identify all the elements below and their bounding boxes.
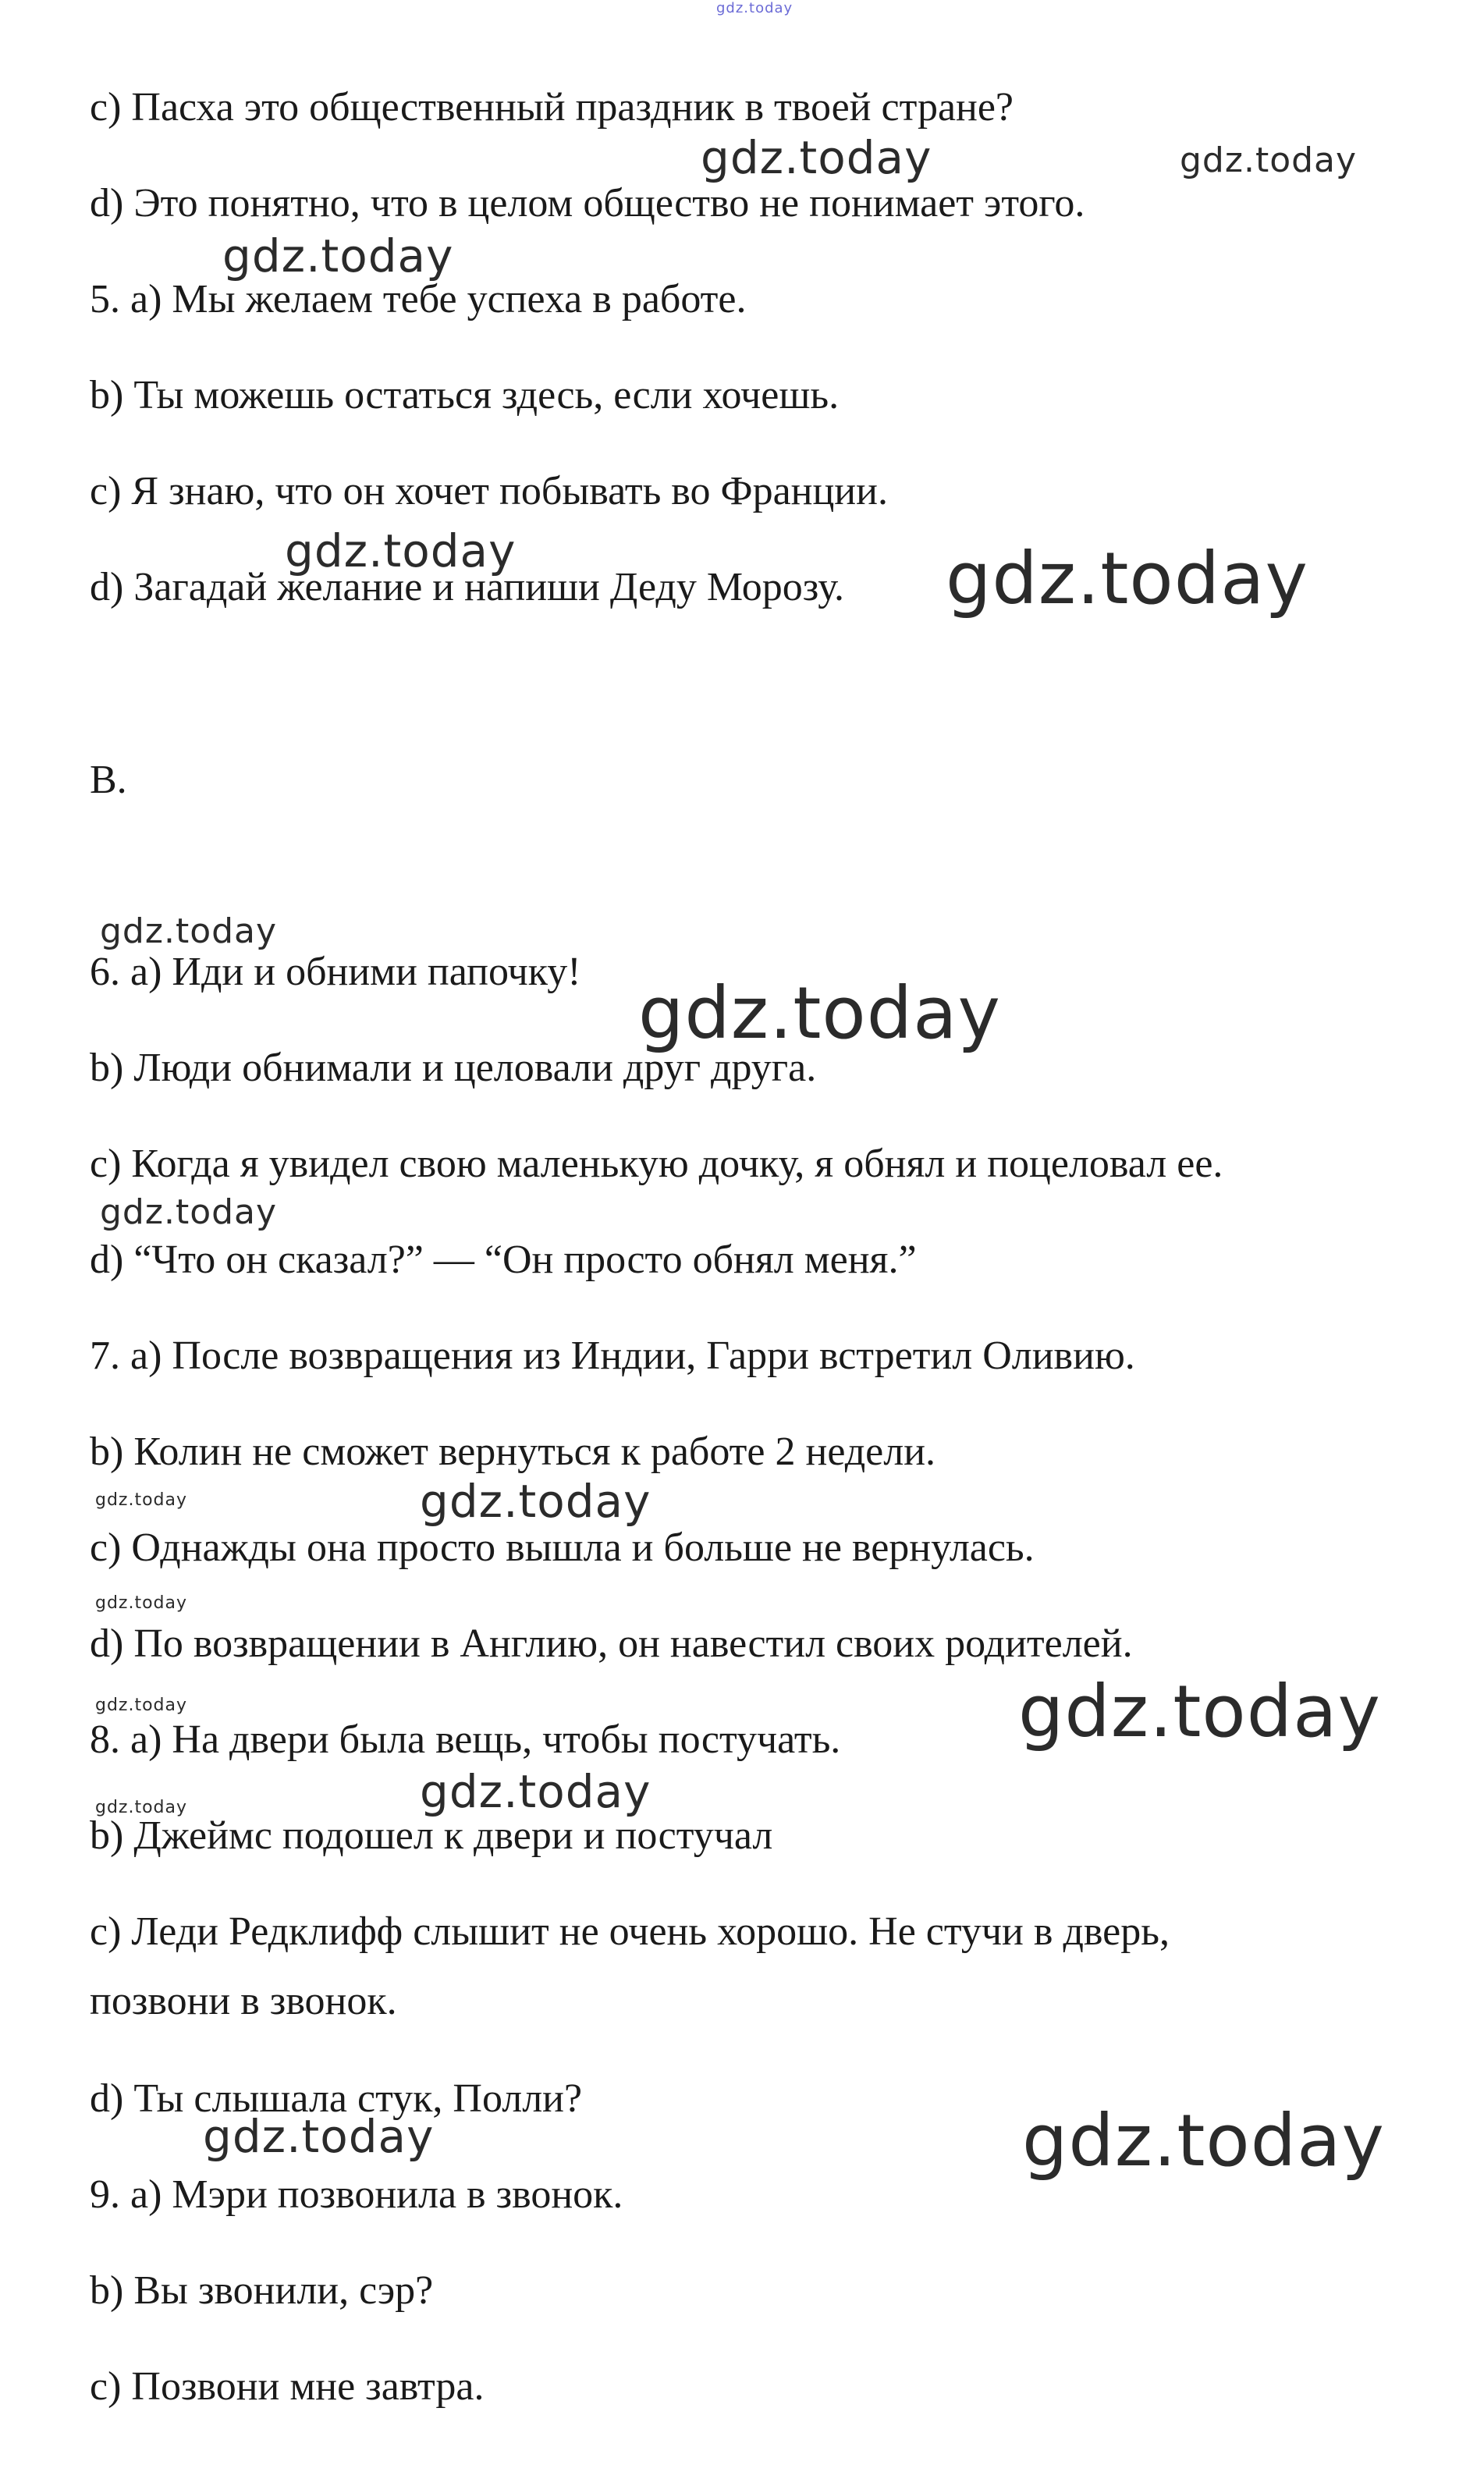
watermark: gdz.today (95, 1696, 188, 1715)
text-line: b) Ты можешь остаться здесь, если хочешь. (90, 373, 840, 417)
watermark: gdz.today (95, 1593, 188, 1613)
text-line: b) Вы звонили, сэр? (90, 2268, 434, 2313)
text-line: d) Это понятно, что в целом общество не понимает этого. (90, 181, 1085, 226)
text-line: c) Пасха это общественный праздник в твоей стране? (90, 85, 1014, 130)
watermark: gdz.today (638, 971, 1001, 1055)
watermark: gdz.today (946, 537, 1308, 620)
watermark: gdz.today (1022, 2099, 1385, 2182)
text-line: 7. a) После возвращения из Индии, Гарри встретил Оливию. (90, 1334, 1135, 1378)
text-line: d) По возвращении в Англию, он навестил своих родителей. (90, 1621, 1133, 1666)
watermark: gdz.today (95, 1490, 188, 1510)
text-line: позвони в звонок. (90, 1979, 397, 2023)
watermark: gdz.today (285, 524, 517, 577)
text-line: d) “Что он сказал?” — “Он просто обнял меня.” (90, 1238, 917, 1282)
watermark: gdz.today (1180, 140, 1358, 180)
text-line: 5. a) Мы желаем тебе успеха в работе. (90, 277, 747, 321)
watermark: gdz.today (1018, 1670, 1381, 1753)
watermark: gdz.today (100, 911, 278, 951)
text-line: b) Колин не сможет вернуться к работе 2 недели. (90, 1430, 936, 1474)
text-line: 6. a) Иди и обними папочку! (90, 950, 581, 994)
watermark: gdz.today (95, 1798, 188, 1817)
watermark-top: gdz.today (716, 0, 793, 16)
watermark: gdz.today (420, 1475, 651, 1528)
watermark: gdz.today (222, 229, 454, 282)
text-line: b) Джеймс подошел к двери и постучал (90, 1813, 773, 1858)
text-line: 9. a) Мэри позвонила в звонок. (90, 2172, 623, 2217)
text-line: c) Когда я увидел свою маленькую дочку, я обнял и поцеловал ее. (90, 1142, 1223, 1186)
text-line: b) Люди обнимали и целовали друг друга. (90, 1046, 817, 1090)
watermark: gdz.today (203, 2110, 435, 2163)
watermark: gdz.today (701, 131, 932, 184)
text-line: c) Однажды она просто вышла и больше не вернулась. (90, 1525, 1035, 1570)
watermark: gdz.today (420, 1765, 651, 1818)
text-line: c) Я знаю, что он хочет побывать во Франции. (90, 469, 888, 513)
text-line: d) Ты слышала стук, Полли? (90, 2076, 583, 2121)
text-line: c) Леди Редклифф слышит не очень хорошо. Не стучи в дверь, (90, 1909, 1170, 1954)
text-line: c) Позвони мне завтра. (90, 2364, 485, 2409)
section-heading: B. (90, 758, 127, 802)
text-line: 8. a) На двери была вещь, чтобы постучать. (90, 1717, 841, 1762)
text-line: d) Загадай желание и напиши Деду Морозу. (90, 565, 845, 609)
watermark: gdz.today (100, 1192, 278, 1232)
